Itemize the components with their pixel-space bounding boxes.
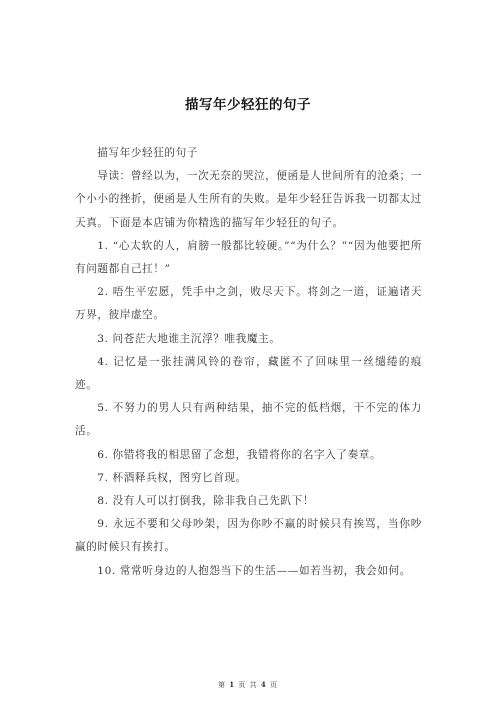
paragraph-item-3: 3. 问苍茫大地谁主沉浮？唯我魔主。: [97, 332, 281, 345]
paragraph-item-7: 7. 杯酒释兵权，图穷匕首现。: [97, 471, 247, 484]
paragraph-item-1: 1. “心太软的人，肩膀一般都比较硬。”“为什么？”“因为他要把所有问题都自己扛！”: [75, 239, 422, 276]
footer-total-pages: 4: [260, 680, 267, 689]
paragraph-item-10: 10. 常常听身边的人抱怨当下的生活——如若当初，我会如何。: [97, 564, 411, 577]
paragraph-item-8: 8. 没有人可以打倒我，除非我自己先趴下！: [97, 495, 315, 508]
document-body: [75, 142, 422, 583]
paragraph-item-4: 4. 记忆是一张挂满风铃的卷帘，藏匿不了回味里一丝缱绻的痕迹。: [75, 355, 422, 392]
paragraph-intro: 导读：曾经以为，一次无奈的哭泣，便函是人世间所有的沧桑；一个小小的挫折，便函是人生所有的失败。是年少轻狂告诉我一切都太过天真。下面是本店铺为你精选的描写年少轻狂的句子。: [75, 170, 423, 229]
paragraph-item-5: 5. 不努力的男人只有两种结果，抽不完的低档烟，干不完的体力活。: [75, 402, 422, 438]
paragraph-item-6: 6. 你错将我的相思留了念想，我错将你的名字入了奏章。: [97, 448, 382, 461]
footer-suffix: 页: [266, 681, 278, 689]
page-footer: [0, 680, 496, 690]
paragraph-item-2: 2. 唔生平宏愿，凭手中之剑，败尽天下。将剑之一道，证遍诸天万界，彼岸虚空。: [75, 286, 422, 322]
footer-current-page: 1: [229, 680, 236, 689]
footer-prefix: 第: [218, 681, 230, 689]
paragraph-item-9: 9. 永远不要和父母吵架，因为你吵不赢的时候只有挨骂，当你吵赢的时候只有挨打。: [75, 518, 422, 554]
footer-middle: 页 共: [235, 681, 261, 689]
paragraph-heading: 描写年少轻狂的句子: [97, 147, 198, 159]
document-title: 描写年少轻狂的句子: [185, 97, 311, 113]
